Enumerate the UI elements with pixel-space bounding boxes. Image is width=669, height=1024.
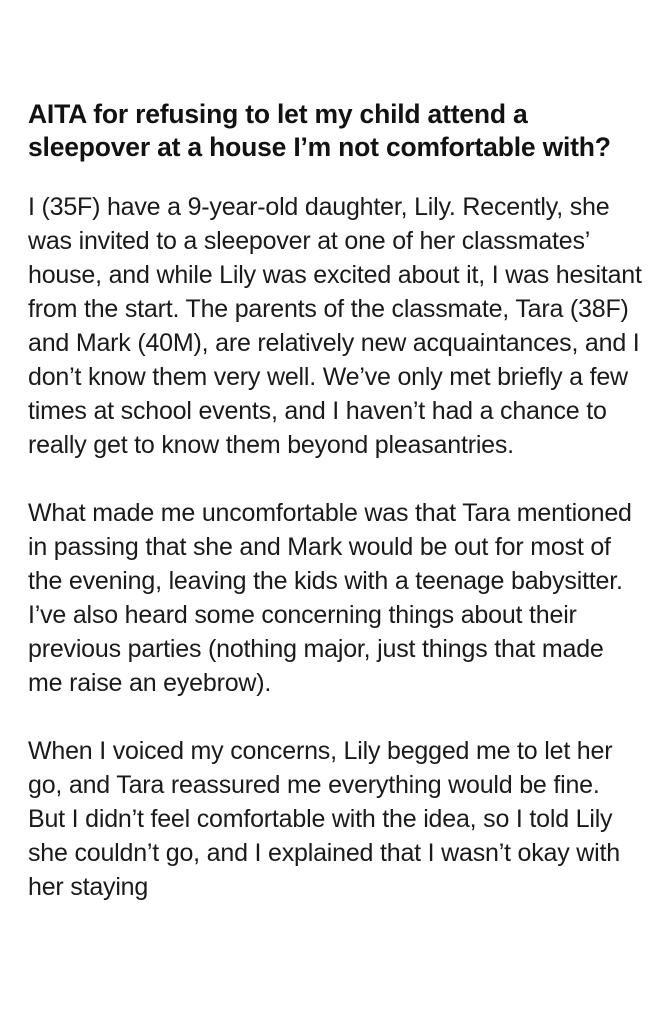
page-title: AITA for refusing to let my child attend a sleepover at a house I’m not comfortable with? bbox=[28, 99, 611, 162]
post-paragraph: When I voiced my concerns, Lily begged me to let her go, and Tara reassured me everything would be fine. But I didn’t feel comfortable with the idea, so I told Lily she couldn’t go, and I explained that I wasn’t okay with her staying bbox=[28, 737, 620, 901]
post-content bbox=[28, 98, 642, 904]
post-paragraph: What made me uncomfortable was that Tara mentioned in passing that she and Mark would be out for most of the evening, leaving the kids with a teenage babysitter. I’ve also heard some concerning things about their previous parties (nothing major, just things that made me raise an eyebrow). bbox=[28, 499, 632, 697]
post-body bbox=[28, 190, 642, 904]
post-paragraph: I (35F) have a 9-year-old daughter, Lily. Recently, she was invited to a sleepover at one of her classmates’ house, and while Lily was excited about it, I was hesitant from the start. The parents of the classmate, Tara (38F) and Mark (40M), are relatively new acquaintances, and I don’t know them very well. We’ve only met briefly a few times at school events, and I haven’t had a chance to really get to know them beyond pleasantries. bbox=[28, 193, 642, 459]
